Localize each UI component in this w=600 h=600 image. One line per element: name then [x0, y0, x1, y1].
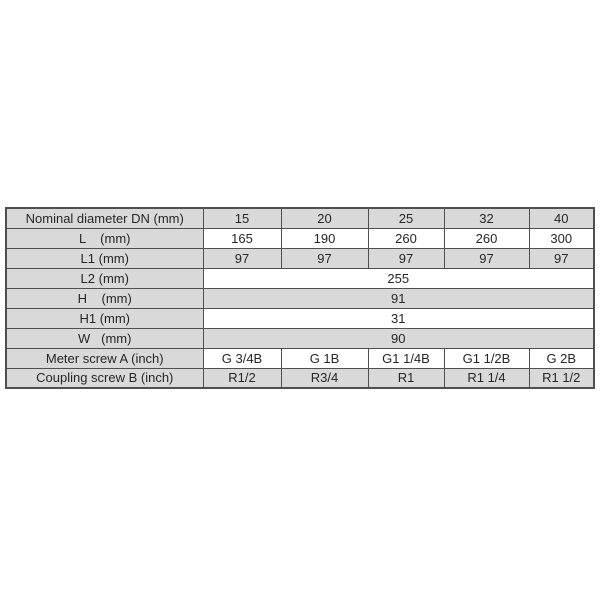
- cell-value: 97: [203, 248, 281, 268]
- cell-value: R1: [368, 368, 444, 388]
- cell-value: 260: [368, 228, 444, 248]
- row-label: Meter screw A (inch): [6, 348, 203, 368]
- table-row-w: [6, 328, 594, 348]
- cell-value-spanned: 255: [203, 268, 594, 288]
- cell-value: 20: [281, 208, 368, 228]
- cell-value: G 1B: [281, 348, 368, 368]
- cell-value: 190: [281, 228, 368, 248]
- cell-value: G1 1/4B: [368, 348, 444, 368]
- cell-value: 165: [203, 228, 281, 248]
- table-row-l1: [6, 248, 594, 268]
- cell-value: R1 1/4: [444, 368, 529, 388]
- cell-value-spanned: 90: [203, 328, 594, 348]
- row-label: W (mm): [6, 328, 203, 348]
- cell-value-spanned: 31: [203, 308, 594, 328]
- cell-value: 32: [444, 208, 529, 228]
- cell-value: G 3/4B: [203, 348, 281, 368]
- cell-value: 97: [529, 248, 594, 268]
- cell-value: 15: [203, 208, 281, 228]
- dimensions-spec-table: [5, 207, 595, 389]
- cell-value: 97: [444, 248, 529, 268]
- table-row-h1: [6, 308, 594, 328]
- cell-value: R1 1/2: [529, 368, 594, 388]
- table-row-meter-screw: [6, 348, 594, 368]
- row-label: H1 (mm): [6, 308, 203, 328]
- cell-value: 97: [368, 248, 444, 268]
- cell-value: R3/4: [281, 368, 368, 388]
- cell-value: G1 1/2B: [444, 348, 529, 368]
- row-label: H (mm): [6, 288, 203, 308]
- row-label: L (mm): [6, 228, 203, 248]
- cell-value: 40: [529, 208, 594, 228]
- row-label: L2 (mm): [6, 268, 203, 288]
- cell-value-spanned: 91: [203, 288, 594, 308]
- cell-value: R1/2: [203, 368, 281, 388]
- table-row-l: [6, 228, 594, 248]
- cell-value: 97: [281, 248, 368, 268]
- table-row-l2: [6, 268, 594, 288]
- cell-value: G 2B: [529, 348, 594, 368]
- cell-value: 300: [529, 228, 594, 248]
- cell-value: 260: [444, 228, 529, 248]
- cell-value: 25: [368, 208, 444, 228]
- row-label: Nominal diameter DN (mm): [6, 208, 203, 228]
- row-label: L1 (mm): [6, 248, 203, 268]
- table-row-h: [6, 288, 594, 308]
- table-row-nominal-diameter: [6, 208, 594, 228]
- table-row-coupling-screw: [6, 368, 594, 388]
- row-label: Coupling screw B (inch): [6, 368, 203, 388]
